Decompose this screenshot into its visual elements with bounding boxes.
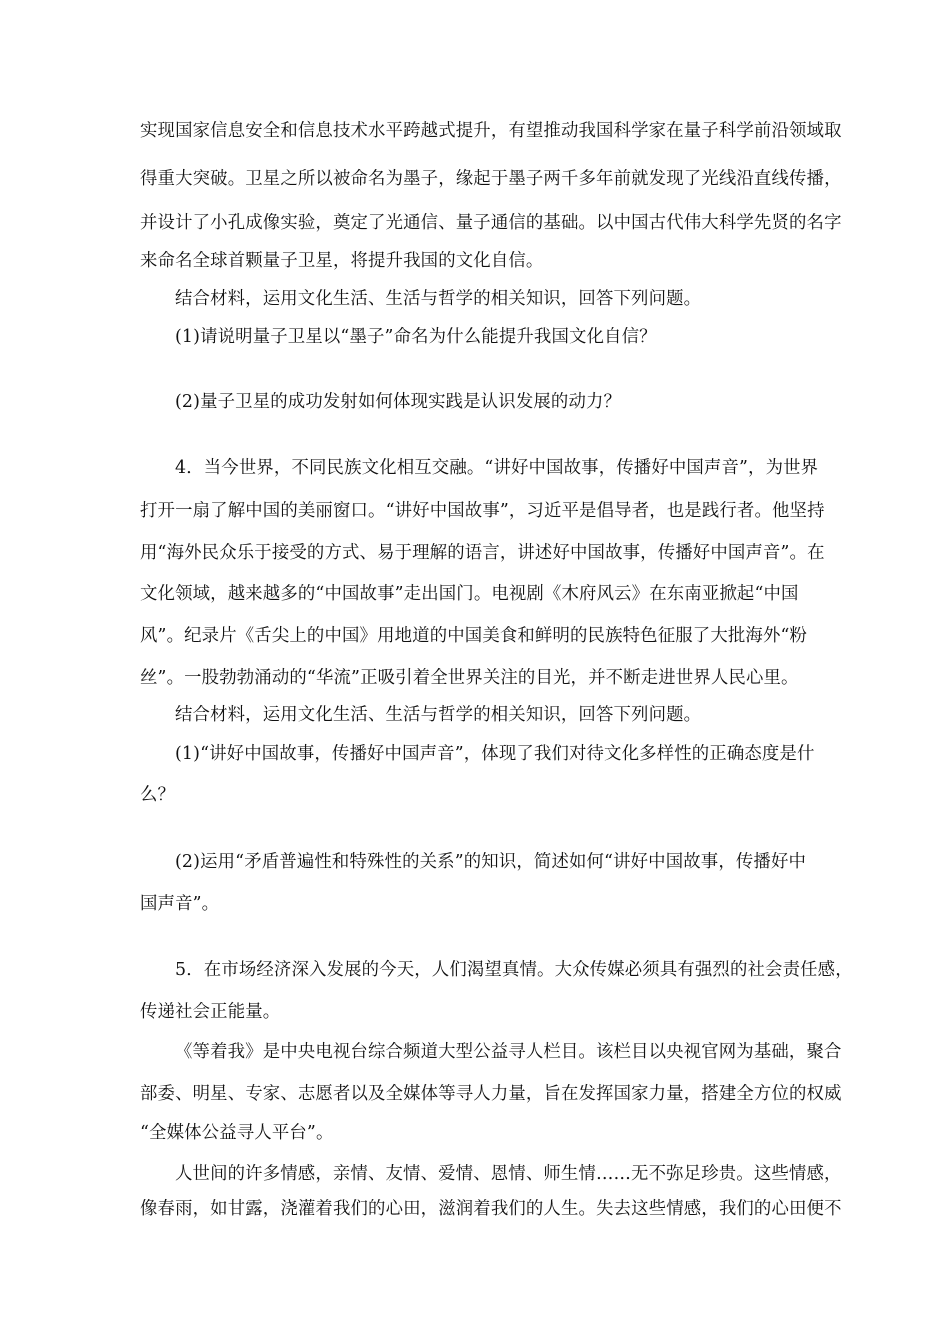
q4-sub-question-2-line: 国声音”。 — [140, 894, 220, 914]
q4-sub-question-1-line: 么？ — [140, 785, 176, 805]
q4-material-line: 风”。纪录片《舌尖上的中国》用地道的中国美食和鲜明的民族特色征服了大批海外“粉 — [140, 626, 808, 646]
q3-instruction: 结合材料，运用文化生活、生活与哲学的相关知识，回答下列问题。 — [175, 289, 702, 309]
q5-intro-line: 5．在市场经济深入发展的今天，人们渴望真情。大众传媒必须具有强烈的社会责任感， — [175, 960, 853, 980]
q5-paragraph-1-line: “全媒体公益寻人平台”。 — [140, 1123, 334, 1143]
q4-sub-question-1-line: (1)“讲好中国故事，传播好中国声音”，体现了我们对待文化多样性的正确态度是什 — [175, 744, 815, 764]
q3-sub-question-2: (2)量子卫星的成功发射如何体现实践是认识发展的动力？ — [175, 392, 622, 412]
q4-instruction: 结合材料，运用文化生活、生活与哲学的相关知识，回答下列问题。 — [175, 705, 702, 725]
q5-paragraph-1-line: 《等着我》是中央电视台综合频道大型公益寻人栏目。该栏目以央视官网为基础，聚合 — [175, 1042, 842, 1062]
q5-intro-line: 传递社会正能量。 — [140, 1002, 281, 1022]
q4-sub-question-2-line: (2)运用“矛盾普遍性和特殊性的关系”的知识，简述如何“讲好中国故事，传播好中 — [175, 852, 807, 872]
q4-material-line: 用“海外民众乐于接受的方式、易于理解的语言，讲述好中国故事，传播好中国声音”。在 — [140, 543, 825, 563]
q4-material-line: 文化领域，越来越多的“中国故事”走出国门。电视剧《木府风云》在东南亚掀起“中国 — [140, 584, 799, 604]
q4-material-line: 丝”。一股勃勃涌动的“华流”正吸引着全世界关注的目光，并不断走进世界人民心里。 — [140, 668, 799, 688]
q3-material-line: 并设计了小孔成像实验，奠定了光通信、量子通信的基础。以中国古代伟大科学先贤的名字 — [140, 213, 842, 233]
q4-material-line: 4．当今世界，不同民族文化相互交融。“讲好中国故事，传播好中国声音”，为世界 — [175, 458, 819, 478]
q5-paragraph-1-line: 部委、明星、专家、志愿者以及全媒体等寻人力量，旨在发挥国家力量，搭建全方位的权威 — [140, 1084, 842, 1104]
q3-material-line: 实现国家信息安全和信息技术水平跨越式提升，有望推动我国科学家在量子科学前沿领域取 — [140, 121, 842, 141]
q4-material-line: 打开一扇了解中国的美丽窗口。“讲好中国故事”，习近平是倡导者，也是践行者。他坚持 — [140, 501, 825, 521]
q3-material-line: 来命名全球首颗量子卫星，将提升我国的文化自信。 — [140, 251, 544, 271]
q3-sub-question-1: (1)请说明量子卫星以“墨子”命名为什么能提升我国文化自信？ — [175, 327, 657, 347]
q3-material-line: 得重大突破。卫星之所以被命名为墨子，缘起于墨子两千多年前就发现了光线沿直线传播， — [140, 169, 842, 189]
q5-paragraph-2-line: 像春雨，如甘露，浇灌着我们的心田，滋润着我们的人生。失去这些情感，我们的心田便不 — [140, 1199, 842, 1219]
q5-paragraph-2-line: 人世间的许多情感，亲情、友情、爱情、恩情、师生情……无不弥足珍贵。这些情感， — [175, 1164, 842, 1184]
